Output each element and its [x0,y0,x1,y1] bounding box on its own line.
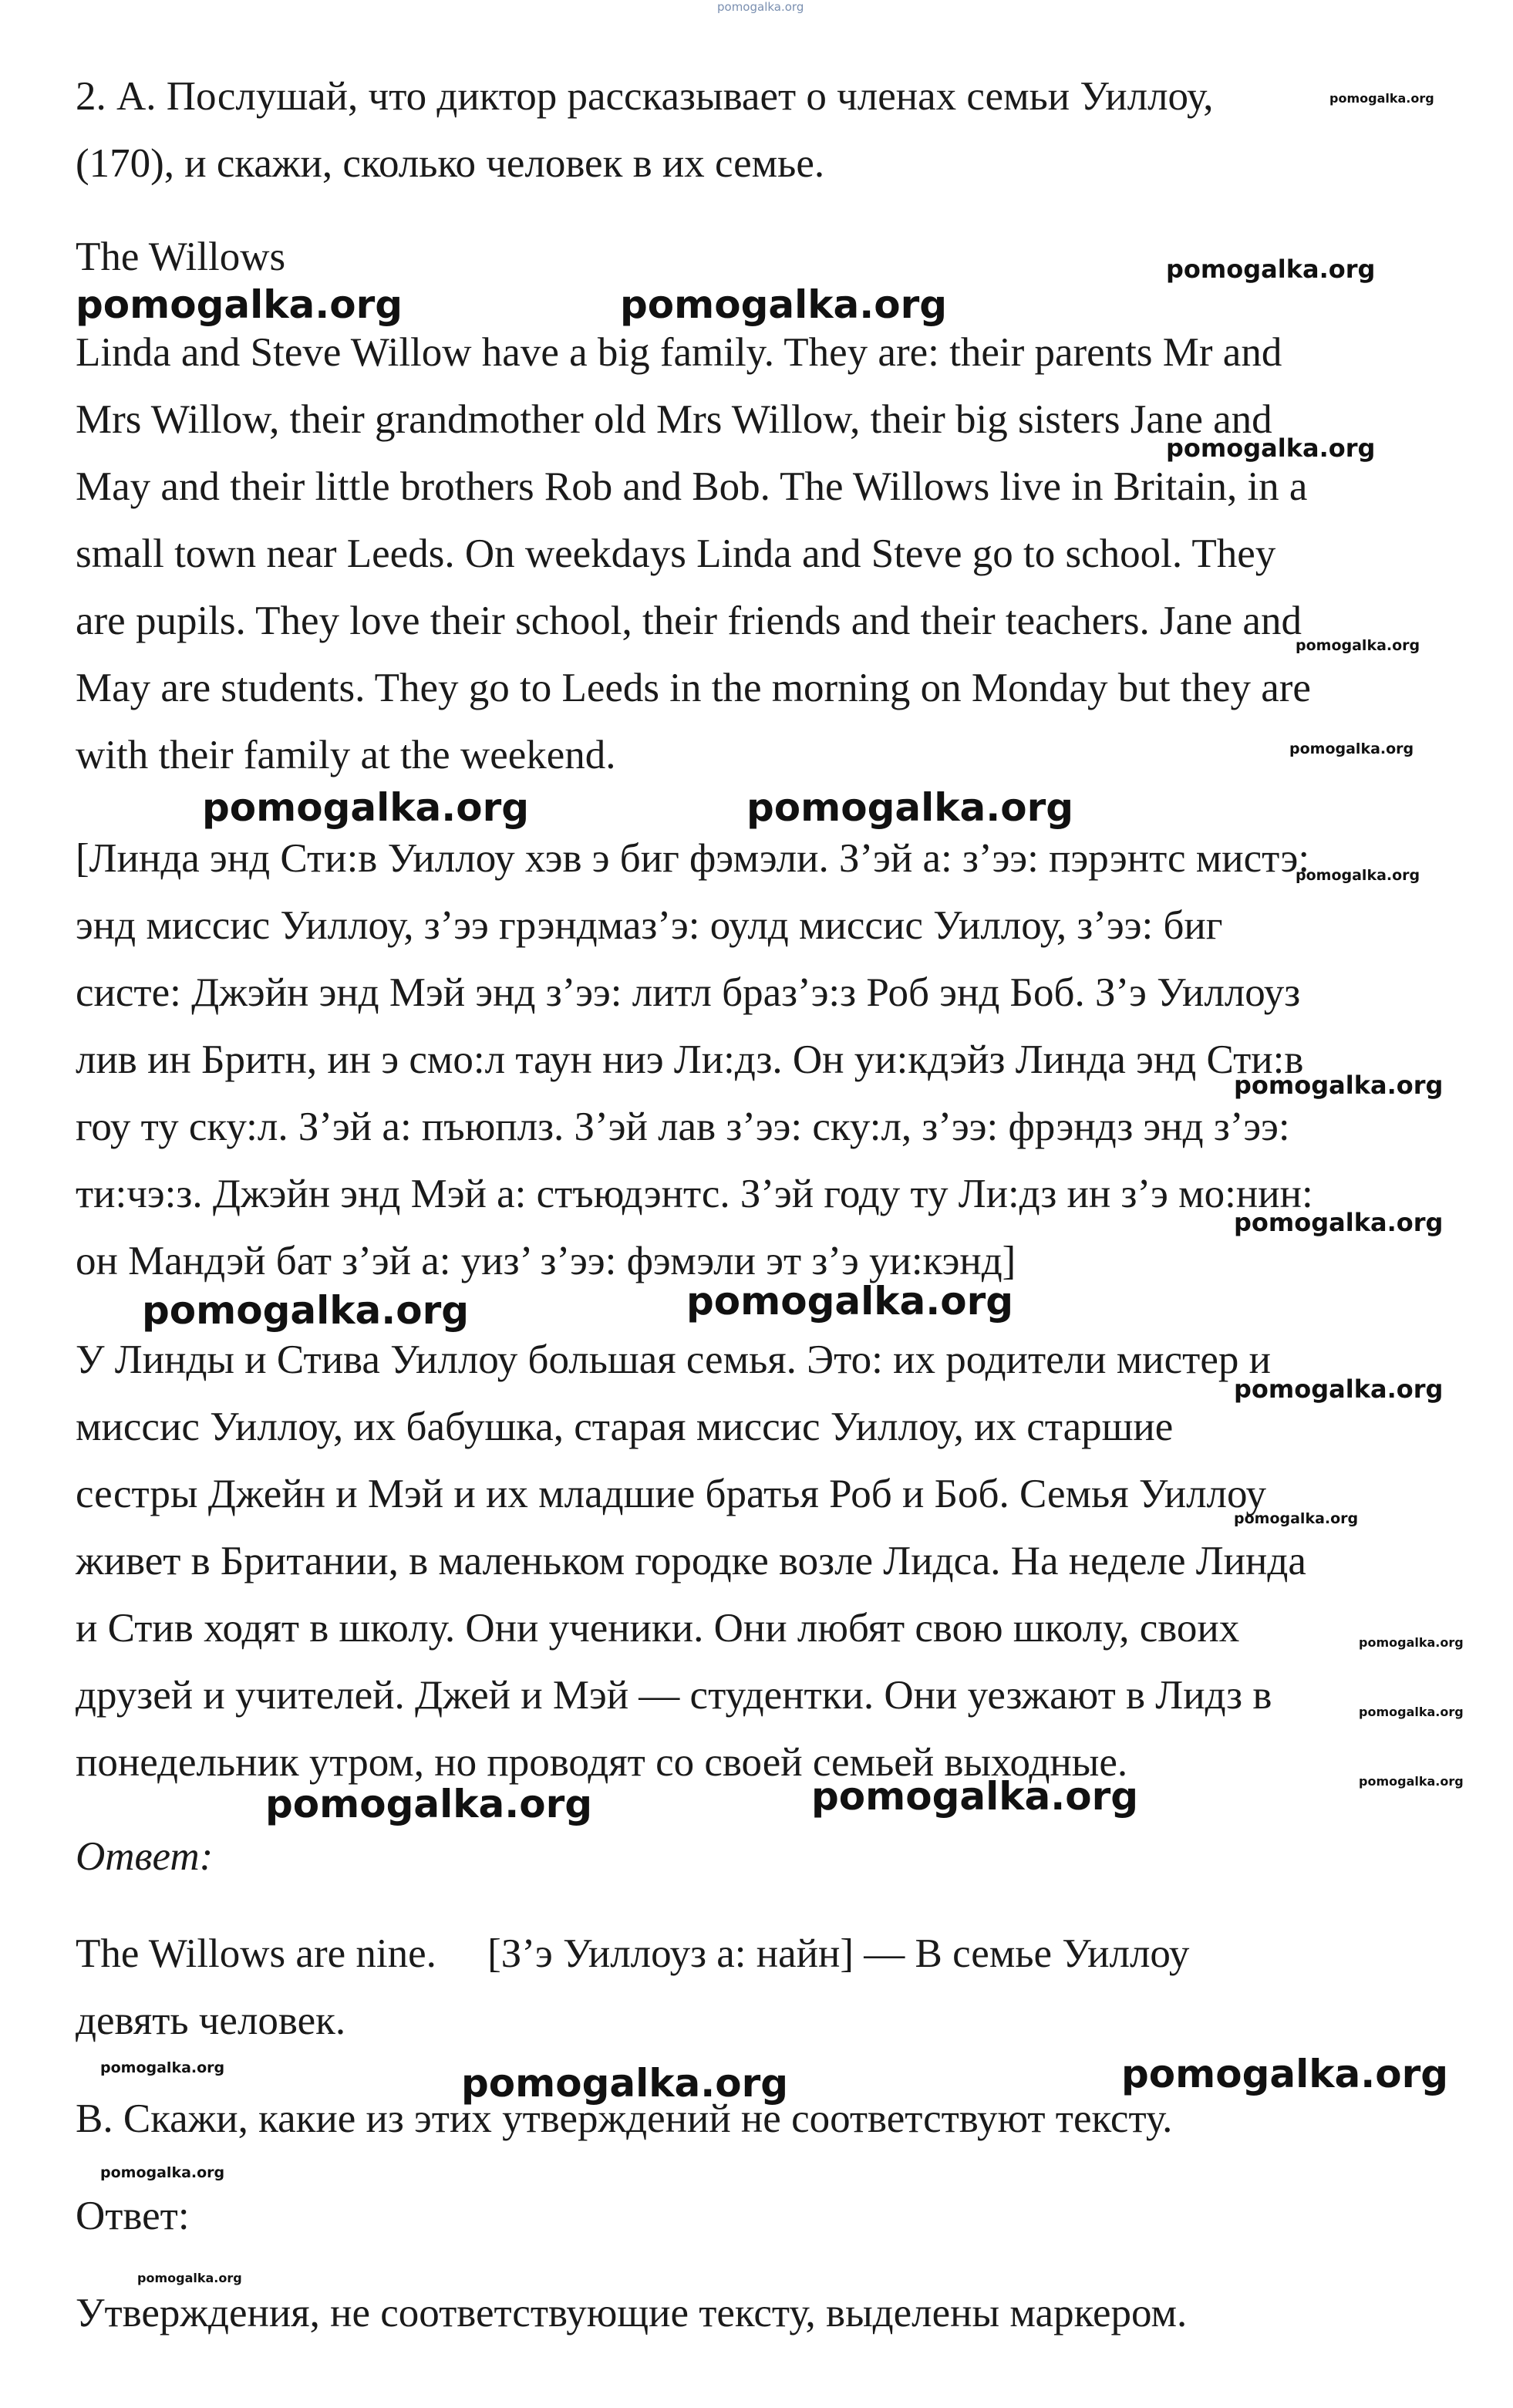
task-b-question: В. Скажи, какие из этих утверждений не соответствуют тексту. [76,2096,1173,2141]
watermark: pomogalka.org [620,282,948,327]
watermark: pomogalka.org [461,2061,789,2106]
watermark: pomogalka.org [100,2059,225,2076]
watermark: pomogalka.org [1329,91,1434,106]
watermark-top: pomogalka.org [717,0,804,14]
watermark: pomogalka.org [1289,740,1414,757]
transcription-line: систе: Джэйн энд Мэй энд з’ээ: литл браз’э:з Роб энд Боб. З’э Уиллоуз [76,970,1301,1015]
translation-line: У Линды и Стива Уиллоу большая семья. Это: их родители мистер и [76,1337,1271,1382]
english-line: Mrs Willow, their grandmother old Mrs Willow, their big sisters Jane and [76,397,1272,442]
translation-line: друзей и учителей. Джей и Мэй — студентки. Они уезжают в Лидз в [76,1673,1272,1718]
watermark: pomogalka.org [1359,1774,1464,1789]
english-line: May and their little brothers Rob and Bob. The Willows live in Britain, in a [76,464,1308,509]
task-b-answer: Утверждения, не соответствующие тексту, выделены маркером. [76,2291,1188,2335]
watermark: pomogalka.org [1166,433,1376,463]
watermark: pomogalka.org [100,2164,225,2181]
task-2a-line-1: 2. А. Послушай, что диктор рассказывает о членах семьи Уиллоу, [76,74,1214,119]
task-b-answer-label: Ответ: [76,2194,190,2238]
transcription-line: гоу ту ску:л. З’эй а: пъюплз. З’эй лав з’ээ: ску:л, з’ээ: фрэндз энд з’ээ: [76,1105,1290,1149]
watermark: pomogalka.org [202,785,530,830]
english-line: with their family at the weekend. [76,733,616,777]
watermark: pomogalka.org [1234,1071,1444,1100]
watermark: pomogalka.org [746,785,1074,830]
translation-line: сестры Джейн и Мэй и их младшие братья Роб и Боб. Семья Уиллоу [76,1472,1266,1516]
watermark: pomogalka.org [1234,1374,1444,1404]
watermark: pomogalka.org [811,1774,1139,1819]
watermark: pomogalka.org [1166,255,1376,284]
watermark: pomogalka.org [1234,1510,1359,1527]
english-line: Linda and Steve Willow have a big family. They are: their parents Mr and [76,330,1282,375]
answer-a [76,1921,1456,2055]
answer-a-line-2: девять человек. [76,1998,346,2043]
watermark: pomogalka.org [76,282,403,327]
answer-a-line-1: The Willows are nine. [З’э Уиллоуз а: найн] — В семье Уиллоу [76,1931,1190,1976]
translation-line: живет в Британии, в маленьком городке возле Лидса. На неделе Линда [76,1539,1306,1583]
english-line: are pupils. They love their school, their friends and their teachers. Jane and [76,599,1302,643]
watermark: pomogalka.org [686,1279,1014,1324]
watermark: pomogalka.org [1296,637,1420,654]
watermark: pomogalka.org [142,1288,470,1333]
watermark: pomogalka.org [1359,1635,1464,1650]
english-text-title: The Willows [76,234,286,279]
task-2a-heading [76,63,1456,197]
transcription-line: лив ин Бритн, ин э смо:л таун ниэ Ли:дз. Он уи:кдэйз Линда энд Сти:в [76,1037,1304,1082]
translation-line: миссис Уиллоу, их бабушка, старая миссис Уиллоу, их старшие [76,1405,1174,1449]
watermark: pomogalka.org [265,1782,593,1826]
watermark: pomogalka.org [1121,2052,1449,2096]
english-line: May are students. They go to Leeds in the morning on Monday but they are [76,666,1311,710]
transcription-line: ти:чэ:з. Джэйн энд Мэй а: стъюдэнтс. З’эй году ту Ли:дз ин з’э мо:нин: [76,1172,1313,1216]
transcription-line: [Линда энд Сти:в Уиллоу хэв э биг фэмэли. З’эй а: з’ээ: пэрэнтс мистэ: [76,836,1310,881]
task-2a-line-2: (170), и скажи, сколько человек в их семье. [76,141,825,186]
translation-line: и Стив ходят в школу. Они ученики. Они любят свою школу, своих [76,1606,1240,1651]
watermark: pomogalka.org [1234,1208,1444,1237]
answer-a-label: Ответ: [76,1834,214,1879]
watermark: pomogalka.org [1359,1705,1464,1719]
english-line: small town near Leeds. On weekdays Linda and Steve go to school. They [76,531,1276,576]
english-text [76,319,1456,789]
transcription-line: он Мандэй бат з’эй а: уиз’ з’ээ: фэмэли эт з’э уи:кэнд] [76,1239,1016,1283]
watermark: pomogalka.org [137,2271,242,2285]
watermark: pomogalka.org [1296,867,1420,884]
transcription-line: энд миссис Уиллоу, з’ээ грэндмаз’э: оулд миссис Уиллоу, з’ээ: биг [76,903,1223,948]
translation-line: понедельник утром, но проводят со своей семьей выходные. [76,1740,1128,1785]
